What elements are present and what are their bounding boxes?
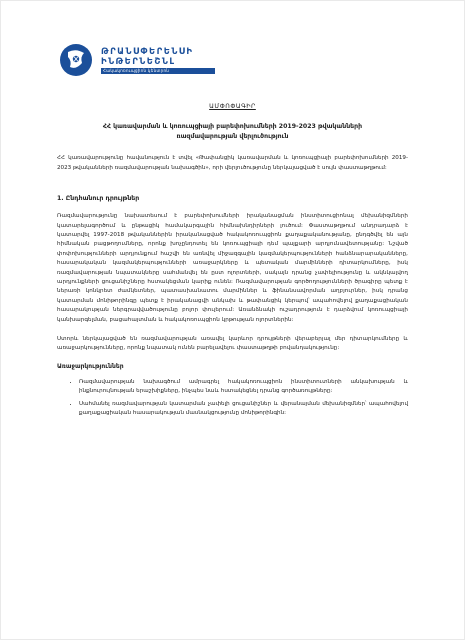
list-item: • Ռազմավարության նախագծում ամրագրել հակակոռուպցիոն ինստիտուտների անկախության և ինքնուրույնության երաշխիքները, ինչպես նաև հստակեցնել դրանց գործառույթները: — [79, 378, 408, 397]
recommendations-list — [57, 378, 408, 419]
logo-line-1: ԹՐԱՆՍՓԵՐԵՆՍԻ — [101, 46, 194, 56]
logo-tagline: Հակակոռուպցիոն կենտրոն — [101, 68, 215, 74]
section-1-heading: 1. Ընդհանուր դրույթներ — [57, 195, 140, 203]
paragraph-2: Ստորև ներկայացված են ռազմավարության առավել կարևոր դրույթների վերաբերյալ մեր դիտարկումները և առաջարկությունները, որոնք նպատակ ունեն բարելավելու փաստաթղթի բովանդակությունը: — [57, 336, 408, 352]
org-logo — [59, 43, 408, 77]
recommendations-heading: Առաջարկություններ — [57, 362, 124, 370]
globe-logo-icon — [59, 43, 93, 77]
intro-paragraph: ՀՀ կառավարությունը հավանություն է տվել «Թափանցիկ կառավարման և կոռուպցիայի բարեփոխումների 2019-2023 թվականների ռազմավարության նախագծին», որի վերլուծությունը ներկայացված է սույն փաստաթղթում: — [57, 155, 408, 171]
logo-line-2: ԻՆԹԵՐՆԵՇՆԼ — [101, 56, 176, 66]
paragraph-1: Ռազմավարությունը նախատեսում է բարեփոխումների իրականացման ինստիտուցիոնալ մեխանիզմների կատարելագործում և ընթացիկ համակարգային հիմնախնդիրների լուծում: Փաստաթղթում անդրադարձ է կատարվել 1997-2018 թվականներին իրականացված հակակոռուպցիոն քաղաքականությանը, ընդգծվել են այն հիմնական բացթողումները, որոնք խոչընդոտել են կոռուպցիայի դեմ պայքարի արդյունավետությանը: Նշված փոփոխությունների արդյունքում հաշվի են առնվել միջազգային կազմակերպությունների հանձնարարականները, հասարակական կազմակերպությունների առաջարկները և պետական մարմինների դիտարկումները, իսկ ռազմավարության նպատակները սահմանվել են ըստ ոլորտների, սակայն դրանց չափելիությունը և ակնկալվող արդյունքների ցուցանիշները հստակեցման կարիք ունեն: Ռազմավարության գործողությունների ծրագիրը պետք է ներառի կոնկրետ ժամկետներ, պատասխանատու մարմիններ և ֆինանսավորման աղբյուրներ, իսկ դրանց կատարման մոնիթորինգը պետք է իրականացվի անկախ և թափանցիկ կերպով՝ ապահովելով քաղաքացիական հասարակության ներգրավվածությունը բոլոր փուլերում: Առանձնակի ուշադրություն է դարձվում կոռուպցիայի կանխարգելման, բացահայտման և հակակոռուպցիոն կրթության ոլորտներին: — [57, 213, 408, 323]
list-item: • Սահմանել ռազմավարության կատարման չափելի ցուցանիշներ և վերանայման մեխանիզմներ՝ ապահովելով քաղաքացիական հասարակության մասնակցությունը մոնիթորինգին: — [79, 400, 408, 419]
document-type: ԱՄՓՈՓԱԳԻՐ — [209, 103, 256, 110]
document-title: ՀՀ կառավարման և կոռուպցիայի բարեփոխումների 2019-2023 թվականների ռազմավարության վերլուծություն — [102, 123, 363, 140]
